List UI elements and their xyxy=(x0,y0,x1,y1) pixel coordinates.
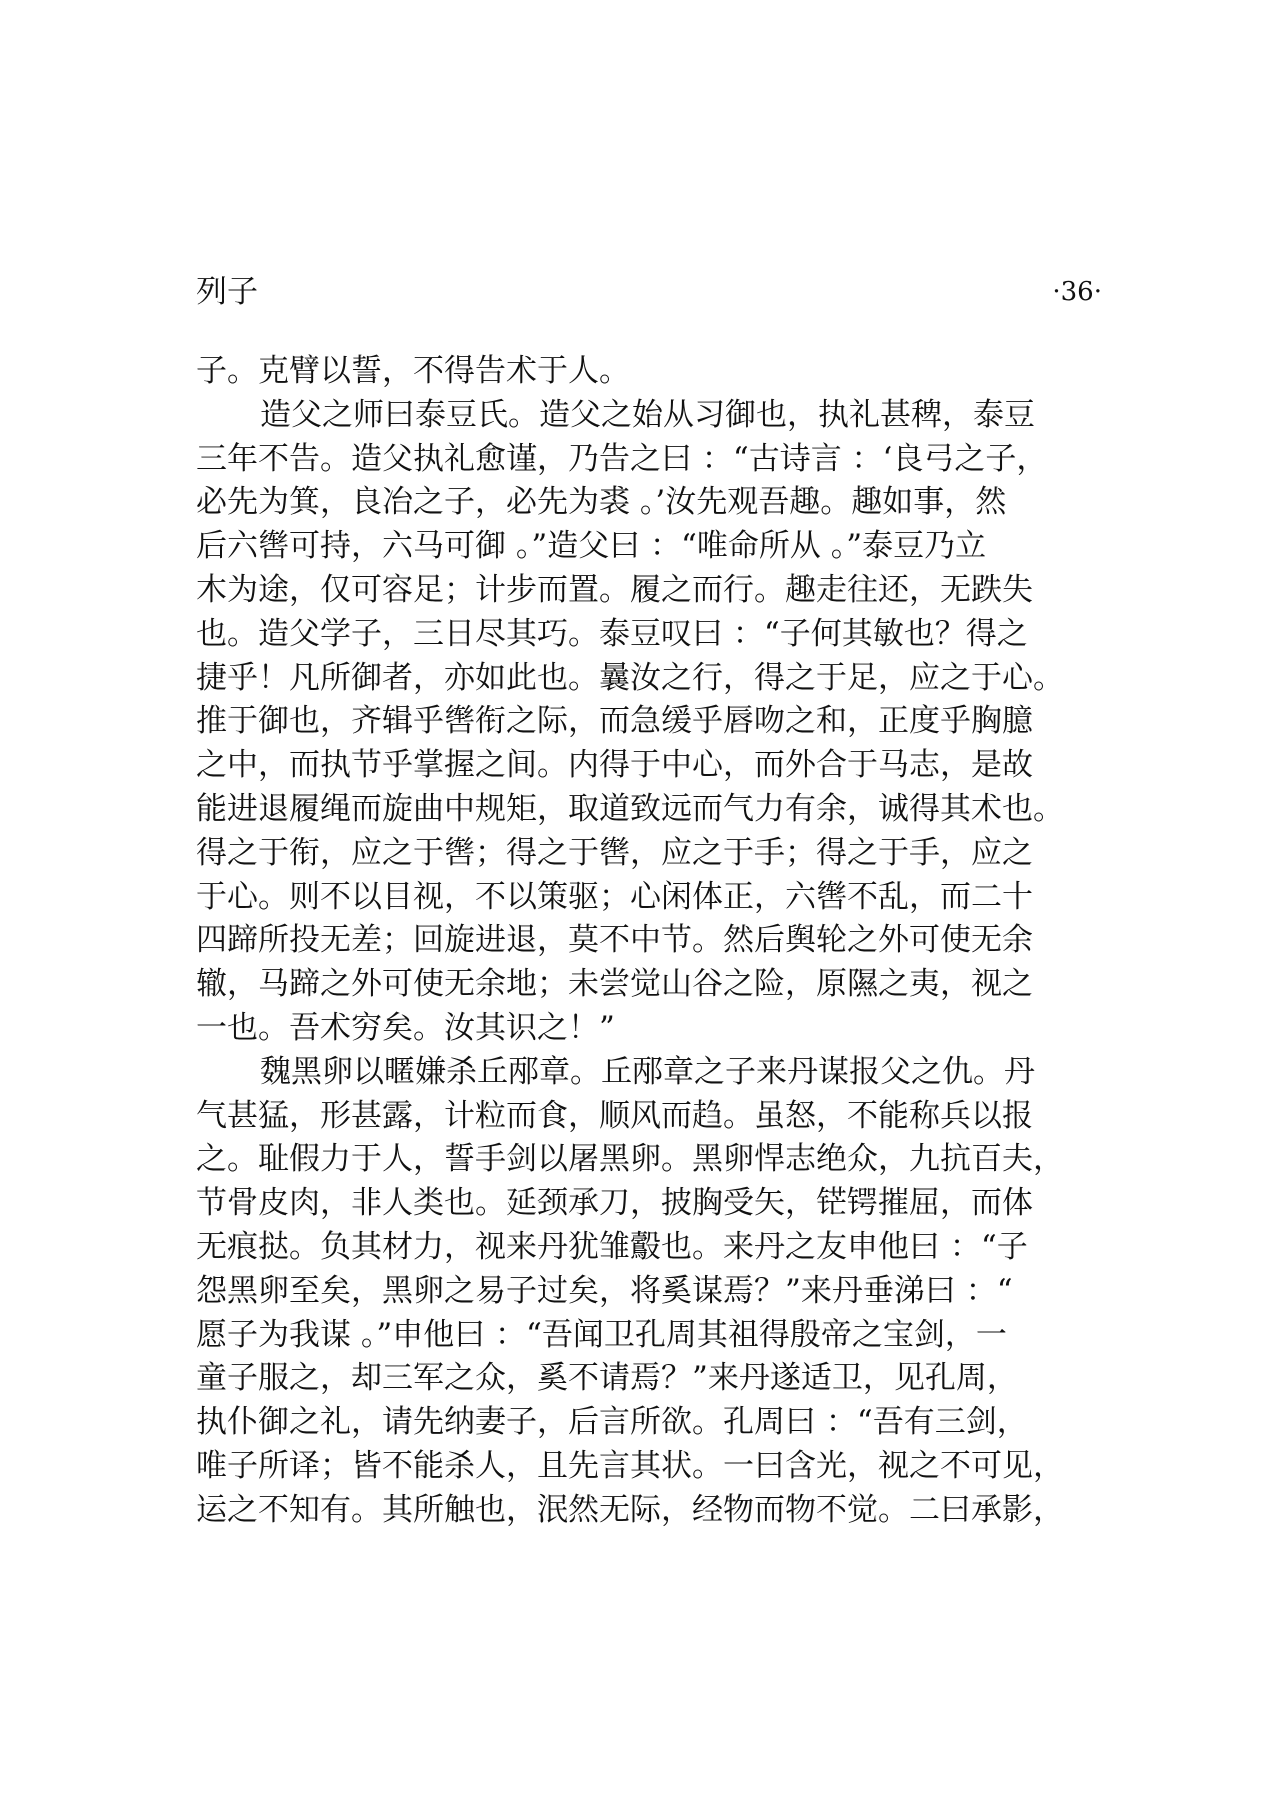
text-line: 于心。则不以目视，不以策驱；心闲体正，六辔不乱，而二十 xyxy=(196,878,1033,915)
text-line: 辙，马蹄之外可使无余地；未尝觉山谷之险，原隰之夷，视之 xyxy=(196,966,1033,1003)
text-line: 木为途，仅可容足；计步而置。履之而行。趣走往还，无跌失 xyxy=(196,571,1033,608)
body-text xyxy=(196,350,1102,1533)
text-line: 执仆御之礼，请先纳妻子，后言所欲。孔周曰 ：“吾有三剑， xyxy=(196,1404,1028,1441)
text-line: 唯子所译；皆不能杀人，且先言其状。一曰含光，视之不可见， xyxy=(196,1447,1064,1484)
text-line: 四蹄所投无差；回旋进退，莫不中节。然后舆轮之外可使无余 xyxy=(196,922,1033,959)
text-line: 愿子为我谋 。”申他曰 ：“吾闻卫孔周其祖得殷帝之宝剑，一 xyxy=(196,1316,1007,1353)
text-line: 一也。吾术穷矣。汝其识之！” xyxy=(196,1009,615,1046)
text-line: 魏黑卵以暱嫌杀丘邴章。丘邴章之子来丹谋报父之仇。丹 xyxy=(260,1053,1035,1090)
text-line: 之中，而执节乎掌握之间。内得于中心，而外合于马志，是故 xyxy=(196,747,1033,784)
text-line: 得之于衔，应之于辔；得之于辔，应之于手；得之于手，应之 xyxy=(196,834,1033,871)
text-line: 三年不告。造父执礼愈谨，乃告之曰 ：“古诗言 ：‘良弓之子， xyxy=(196,440,1048,477)
text-line: 气甚猛，形甚露，计粒而食，顺风而趋。虽怒，不能称兵以报 xyxy=(196,1097,1033,1134)
page-header xyxy=(196,268,1102,316)
text-line: 之。耻假力于人，誓手剑以屠黑卵。黑卵悍志绝众，九抗百夫， xyxy=(196,1141,1064,1178)
text-line: 子。克臂以誓，不得告术于人。 xyxy=(196,353,630,389)
text-line: 也。造父学子，三日尽其巧。泰豆叹曰 ：“子何其敏也？得之 xyxy=(196,615,1028,652)
text-line: 童子服之，却三军之众，奚不请焉？”来丹遂适卫，见孔周， xyxy=(196,1360,1018,1397)
text-line: 怨黑卵至矣，黑卵之易子过矣，将奚谋焉？”来丹垂涕曰 ：“ xyxy=(196,1272,1013,1309)
text-line: 无痕挞。负其材力，视来丹犹雏鷇也。来丹之友申他曰 ：“子 xyxy=(196,1228,1028,1265)
text-line: 捷乎！凡所御者，亦如此也。曩汝之行，得之于足，应之于心。 xyxy=(196,659,1064,696)
page-number: ·36· xyxy=(1052,277,1102,307)
text-line: 节骨皮肉，非人类也。延颈承刀，披胸受矢，铓锷摧屈，而体 xyxy=(196,1185,1033,1222)
text-line: 能进退履绳而旋曲中规矩，取道致远而气力有余，诚得其术也。 xyxy=(196,790,1064,827)
text-line: 造父之师曰泰豆氏。造父之始从习御也，执礼甚稗，泰豆 xyxy=(260,396,1035,433)
text-line: 运之不知有。其所触也，泯然无际，经物而物不觉。二曰承影， xyxy=(196,1491,1064,1528)
text-line: 推于御也，齐辑乎辔衔之际，而急缓乎唇吻之和，正度乎胸臆 xyxy=(196,703,1033,740)
book-title: 列子 xyxy=(196,274,258,310)
text-line: 必先为箕，良冶之子，必先为裘 。’汝先观吾趣。趣如事，然 xyxy=(196,484,1007,521)
text-line: 后六辔可持，六马可御 。”造父曰 ：“唯命所从 。”泰豆乃立 xyxy=(196,528,987,565)
